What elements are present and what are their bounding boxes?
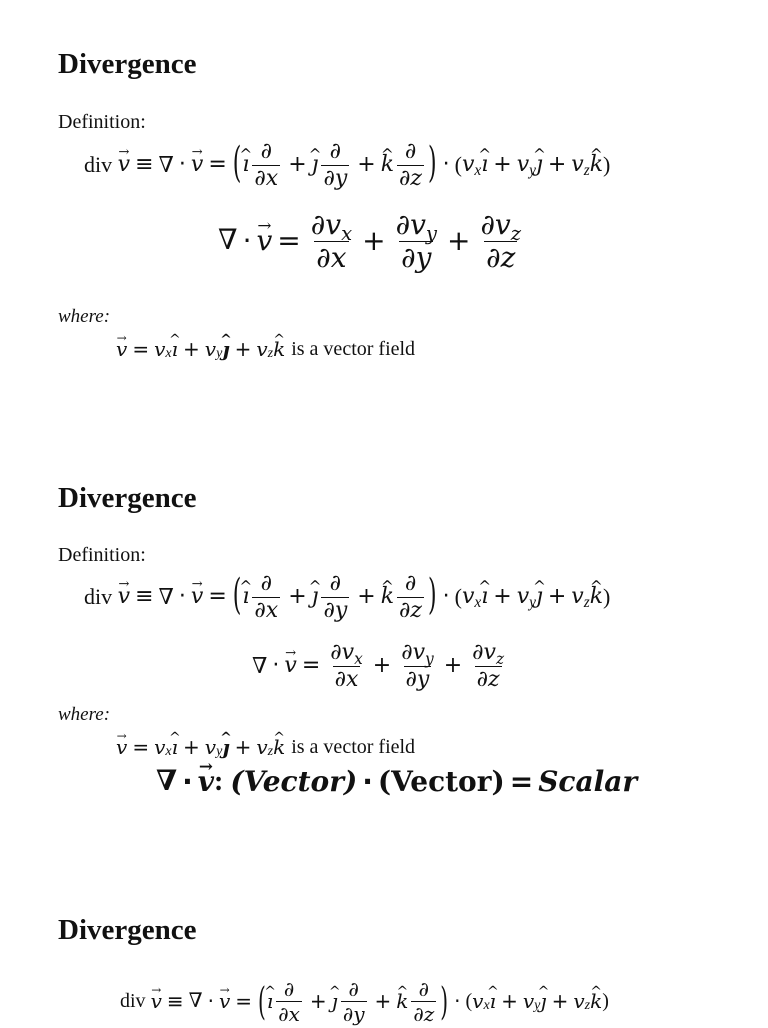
vector-field-definition: → v = v x ^ ı + v y ^ ȷ + v z ^ k is a vector field (116, 336, 415, 362)
divergence-operator-equation: div → v ≡ ∇ · → v = ( ^ ı $\frac{\partial}{\partial x}$ + ^ ȷ $\frac{\partial}{\partial y}$ + ^ k $\frac{\partial}{\partial z}$ ) · ( v x ^ ı + v y ^ ȷ + v z ^ k ) (84, 570, 610, 624)
divergence-expanded-equation: ∇ · → v = $\frac{\partial v_x}{\partial x}$ + $\frac{\partial v_y}{\partial y}$ + $\frac{\partial v_z}{\partial z}$ (252, 636, 509, 696)
definition-label: Definition: (58, 544, 146, 566)
vector-field-definition: → v = v x ^ ı + v y ^ ȷ + v z ^ k is a vector field (116, 734, 415, 760)
vector-term-italic: (Vector) (230, 765, 358, 798)
where-label: where: (58, 306, 111, 327)
scalar-term: Scalar (538, 765, 638, 798)
slide-title: Divergence (58, 48, 197, 80)
slide-title: Divergence (58, 482, 197, 514)
divergence-operator-equation: div → v ≡ ∇ · → v = ( ^ ı $\frac{\partial}{\partial x}$ + ^ ȷ $\frac{\partial}{\partial y}$ + ^ k $\frac{\partial}{\partial z}$ ) · ( v x ^ ı + v y ^ ȷ + v z ^ k ) (120, 974, 609, 1028)
scalar-result-note: ∇ · → v : (Vector) · (Vector) = Scalar (156, 764, 637, 800)
slide-title: Divergence (58, 914, 197, 946)
vector-field-text: is a vector field (291, 338, 416, 360)
definition-label: Definition: (58, 111, 146, 133)
vector-term-upright: (Vector) (377, 765, 505, 798)
divergence-expanded-equation: ∇ · → v = $\frac{\partial v_x}{\partial x}$ + $\frac{\partial v_y}{\partial y}$ + $\frac{\partial v_z}{\partial z}$ (218, 205, 526, 277)
divergence-operator-equation: div → v ≡ ∇ · → v = ( ^ ı $\frac{\partial}{\partial x}$ + ^ ȷ $\frac{\partial}{\partial y}$ + ^ k $\frac{\partial}{\partial z}$ ) · ( v x ^ ı + v y ^ ȷ + v z ^ k ) (84, 138, 610, 192)
where-label: where: (58, 704, 111, 725)
vector-field-text: is a vector field (291, 736, 416, 758)
